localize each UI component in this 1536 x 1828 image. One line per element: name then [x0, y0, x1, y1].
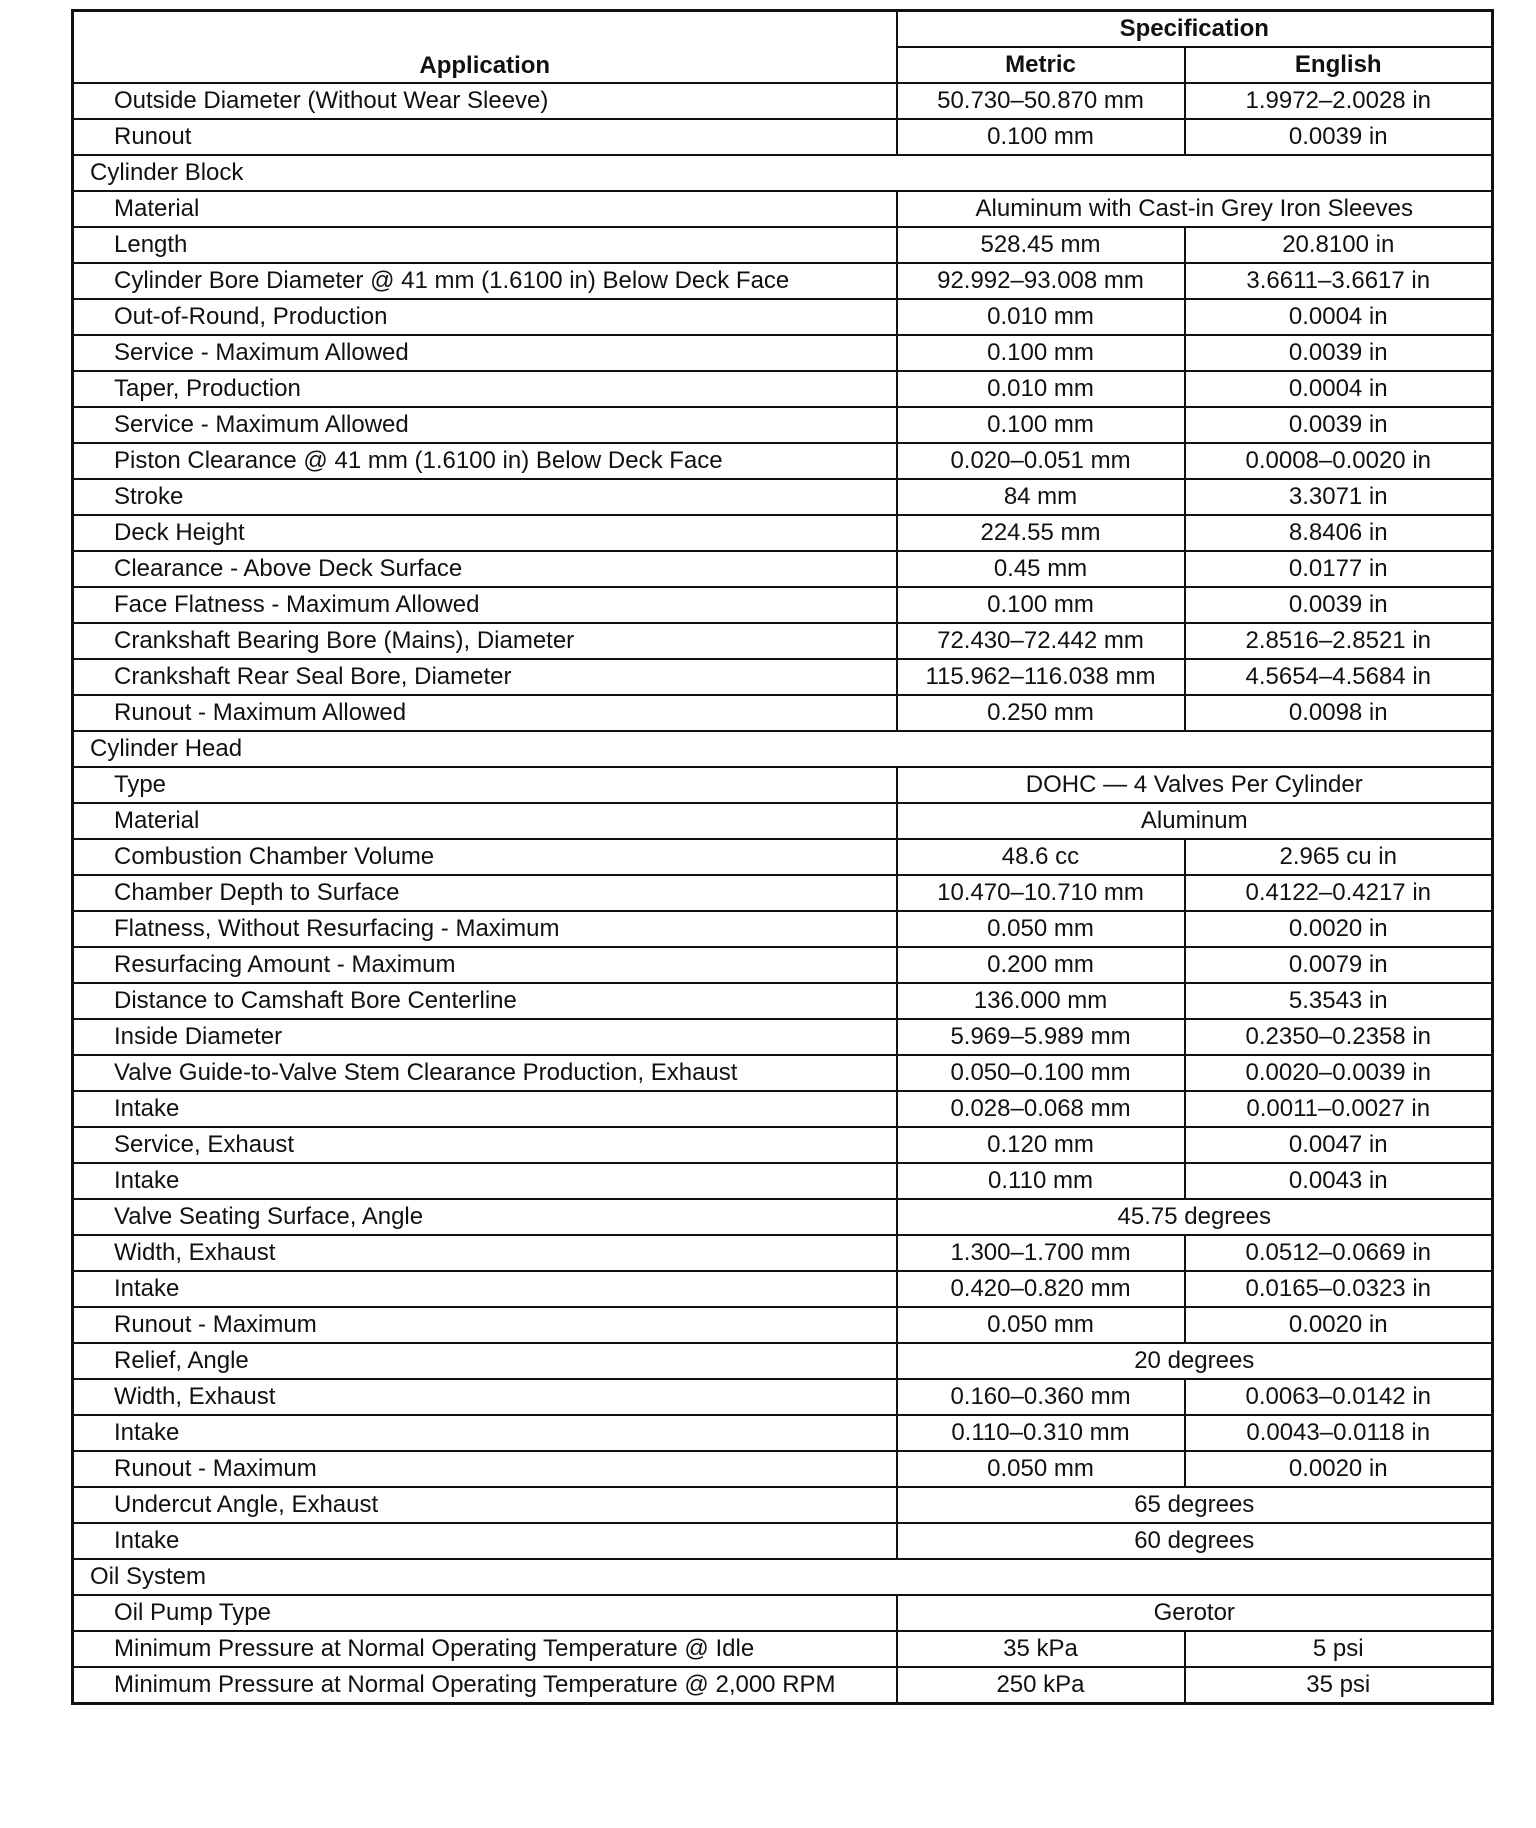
metric-cell: 0.100 mm [897, 119, 1185, 155]
table-row [73, 551, 1493, 587]
table-row [73, 299, 1493, 335]
metric-cell: 0.110–0.310 mm [897, 1415, 1185, 1451]
metric-cell: 92.992–93.008 mm [897, 263, 1185, 299]
metric-cell: 0.100 mm [897, 335, 1185, 371]
table-row [73, 1415, 1493, 1451]
metric-cell: 0.028–0.068 mm [897, 1091, 1185, 1127]
application-cell: Valve Seating Surface, Angle [73, 1199, 897, 1235]
english-cell: 0.0008–0.0020 in [1185, 443, 1493, 479]
application-cell: Outside Diameter (Without Wear Sleeve) [73, 83, 897, 119]
application-cell: Intake [73, 1163, 897, 1199]
english-cell: 0.0020–0.0039 in [1185, 1055, 1493, 1091]
english-cell: 0.0020 in [1185, 1451, 1493, 1487]
table-row [73, 1379, 1493, 1415]
english-cell: 0.0047 in [1185, 1127, 1493, 1163]
metric-cell: 136.000 mm [897, 983, 1185, 1019]
table-row [73, 1019, 1493, 1055]
application-cell: Intake [73, 1271, 897, 1307]
table-header [73, 11, 1493, 84]
english-cell: 1.9972–2.0028 in [1185, 83, 1493, 119]
table-row [73, 1631, 1493, 1667]
english-cell: 0.0039 in [1185, 119, 1493, 155]
table-row [73, 371, 1493, 407]
application-cell: Width, Exhaust [73, 1379, 897, 1415]
application-cell: Distance to Camshaft Bore Centerline [73, 983, 897, 1019]
english-cell: 0.2350–0.2358 in [1185, 1019, 1493, 1055]
application-cell: Cylinder Bore Diameter @ 41 mm (1.6100 in) Below Deck Face [73, 263, 897, 299]
application-cell: Face Flatness - Maximum Allowed [73, 587, 897, 623]
application-cell: Inside Diameter [73, 1019, 897, 1055]
english-cell: 0.0004 in [1185, 371, 1493, 407]
table-row [73, 947, 1493, 983]
metric-cell: 0.250 mm [897, 695, 1185, 731]
application-cell: Taper, Production [73, 371, 897, 407]
metric-cell: 0.020–0.051 mm [897, 443, 1185, 479]
table-row [73, 1271, 1493, 1307]
table-row [73, 839, 1493, 875]
english-cell: 8.8406 in [1185, 515, 1493, 551]
application-cell: Crankshaft Bearing Bore (Mains), Diameter [73, 623, 897, 659]
application-cell: Crankshaft Rear Seal Bore, Diameter [73, 659, 897, 695]
metric-cell: 0.200 mm [897, 947, 1185, 983]
specification-cell: Aluminum with Cast-in Grey Iron Sleeves [897, 191, 1493, 227]
english-cell: 4.5654–4.5684 in [1185, 659, 1493, 695]
section-row [73, 731, 1493, 767]
table-row [73, 1127, 1493, 1163]
engine-spec-table [71, 9, 1494, 1705]
application-header: Application [73, 11, 897, 84]
english-cell: 0.0512–0.0669 in [1185, 1235, 1493, 1271]
metric-cell: 35 kPa [897, 1631, 1185, 1667]
application-cell: Undercut Angle, Exhaust [73, 1487, 897, 1523]
table-row [73, 515, 1493, 551]
metric-cell: 5.969–5.989 mm [897, 1019, 1185, 1055]
table-row [73, 407, 1493, 443]
metric-cell: 0.160–0.360 mm [897, 1379, 1185, 1415]
table-row [73, 1055, 1493, 1091]
specification-cell: Gerotor [897, 1595, 1493, 1631]
application-cell: Out-of-Round, Production [73, 299, 897, 335]
table-row [73, 335, 1493, 371]
table-row [73, 1451, 1493, 1487]
english-cell: 0.0039 in [1185, 407, 1493, 443]
metric-cell: 0.100 mm [897, 587, 1185, 623]
table-row [73, 479, 1493, 515]
section-row [73, 155, 1493, 191]
english-cell: 0.0098 in [1185, 695, 1493, 731]
application-cell: Service, Exhaust [73, 1127, 897, 1163]
metric-cell: 48.6 cc [897, 839, 1185, 875]
english-cell: 0.0020 in [1185, 1307, 1493, 1343]
application-cell: Runout [73, 119, 897, 155]
table-row [73, 659, 1493, 695]
english-cell: 0.0039 in [1185, 587, 1493, 623]
application-cell: Runout - Maximum [73, 1451, 897, 1487]
english-cell: 0.0079 in [1185, 947, 1493, 983]
application-cell: Deck Height [73, 515, 897, 551]
table-row [73, 983, 1493, 1019]
table-row [73, 1667, 1493, 1703]
application-cell: Minimum Pressure at Normal Operating Temperature @ 2,000 RPM [73, 1667, 897, 1703]
metric-cell: 250 kPa [897, 1667, 1185, 1703]
section-row [73, 1559, 1493, 1595]
metric-cell: 0.420–0.820 mm [897, 1271, 1185, 1307]
metric-cell: 0.050 mm [897, 1451, 1185, 1487]
application-cell: Minimum Pressure at Normal Operating Temperature @ Idle [73, 1631, 897, 1667]
english-cell: 0.0043–0.0118 in [1185, 1415, 1493, 1451]
metric-cell: 0.050 mm [897, 1307, 1185, 1343]
table-row [73, 1235, 1493, 1271]
application-cell: Runout - Maximum [73, 1307, 897, 1343]
application-cell: Stroke [73, 479, 897, 515]
application-cell: Material [73, 191, 897, 227]
metric-cell: 0.010 mm [897, 299, 1185, 335]
english-cell: 0.0043 in [1185, 1163, 1493, 1199]
specification-cell: 65 degrees [897, 1487, 1493, 1523]
table-row [73, 1343, 1493, 1379]
section-label: Oil System [73, 1559, 1493, 1595]
specification-cell: 60 degrees [897, 1523, 1493, 1559]
english-cell: 20.8100 in [1185, 227, 1493, 263]
english-cell: 5 psi [1185, 1631, 1493, 1667]
application-cell: Runout - Maximum Allowed [73, 695, 897, 731]
metric-cell: 528.45 mm [897, 227, 1185, 263]
table-row [73, 695, 1493, 731]
table-row [73, 587, 1493, 623]
application-cell: Relief, Angle [73, 1343, 897, 1379]
table-row [73, 1595, 1493, 1631]
english-cell: 0.0177 in [1185, 551, 1493, 587]
english-cell: 0.0011–0.0027 in [1185, 1091, 1493, 1127]
table-row [73, 875, 1493, 911]
english-cell: 3.3071 in [1185, 479, 1493, 515]
metric-cell: 224.55 mm [897, 515, 1185, 551]
application-cell: Combustion Chamber Volume [73, 839, 897, 875]
metric-cell: 84 mm [897, 479, 1185, 515]
table-row [73, 119, 1493, 155]
english-header: English [1185, 47, 1493, 83]
table-row [73, 263, 1493, 299]
table-row [73, 191, 1493, 227]
application-cell: Intake [73, 1415, 897, 1451]
specification-cell: DOHC — 4 Valves Per Cylinder [897, 767, 1493, 803]
metric-cell: 0.010 mm [897, 371, 1185, 407]
metric-cell: 50.730–50.870 mm [897, 83, 1185, 119]
table-row [73, 803, 1493, 839]
metric-cell: 0.110 mm [897, 1163, 1185, 1199]
metric-cell: 72.430–72.442 mm [897, 623, 1185, 659]
table-row [73, 1199, 1493, 1235]
application-cell: Chamber Depth to Surface [73, 875, 897, 911]
specification-cell: 45.75 degrees [897, 1199, 1493, 1235]
table-row [73, 1091, 1493, 1127]
application-cell: Resurfacing Amount - Maximum [73, 947, 897, 983]
english-cell: 0.0020 in [1185, 911, 1493, 947]
application-cell: Intake [73, 1091, 897, 1127]
metric-cell: 115.962–116.038 mm [897, 659, 1185, 695]
metric-cell: 1.300–1.700 mm [897, 1235, 1185, 1271]
english-cell: 2.965 cu in [1185, 839, 1493, 875]
header-row-top [73, 11, 1493, 48]
english-cell: 0.0004 in [1185, 299, 1493, 335]
section-label: Cylinder Block [73, 155, 1493, 191]
table-row [73, 227, 1493, 263]
table-row [73, 911, 1493, 947]
english-cell: 5.3543 in [1185, 983, 1493, 1019]
application-cell: Width, Exhaust [73, 1235, 897, 1271]
specification-cell: Aluminum [897, 803, 1493, 839]
metric-cell: 0.45 mm [897, 551, 1185, 587]
application-cell: Clearance - Above Deck Surface [73, 551, 897, 587]
metric-cell: 0.120 mm [897, 1127, 1185, 1163]
table-row [73, 623, 1493, 659]
specification-cell: 20 degrees [897, 1343, 1493, 1379]
application-cell: Oil Pump Type [73, 1595, 897, 1631]
table-row [73, 1163, 1493, 1199]
application-cell: Service - Maximum Allowed [73, 407, 897, 443]
application-cell: Length [73, 227, 897, 263]
table-row [73, 443, 1493, 479]
english-cell: 3.6611–3.6617 in [1185, 263, 1493, 299]
english-cell: 0.4122–0.4217 in [1185, 875, 1493, 911]
table-row [73, 767, 1493, 803]
table-body [73, 83, 1493, 1703]
application-cell: Intake [73, 1523, 897, 1559]
metric-cell: 0.050–0.100 mm [897, 1055, 1185, 1091]
english-cell: 0.0165–0.0323 in [1185, 1271, 1493, 1307]
application-cell: Flatness, Without Resurfacing - Maximum [73, 911, 897, 947]
metric-cell: 10.470–10.710 mm [897, 875, 1185, 911]
english-cell: 0.0063–0.0142 in [1185, 1379, 1493, 1415]
table-row [73, 83, 1493, 119]
english-cell: 2.8516–2.8521 in [1185, 623, 1493, 659]
table-row [73, 1523, 1493, 1559]
application-cell: Material [73, 803, 897, 839]
application-cell: Type [73, 767, 897, 803]
specification-header: Specification [897, 11, 1493, 48]
metric-header: Metric [897, 47, 1185, 83]
section-label: Cylinder Head [73, 731, 1493, 767]
metric-cell: 0.100 mm [897, 407, 1185, 443]
table-row [73, 1487, 1493, 1523]
application-cell: Valve Guide-to-Valve Stem Clearance Production, Exhaust [73, 1055, 897, 1091]
table-row [73, 1307, 1493, 1343]
application-cell: Piston Clearance @ 41 mm (1.6100 in) Below Deck Face [73, 443, 897, 479]
metric-cell: 0.050 mm [897, 911, 1185, 947]
english-cell: 0.0039 in [1185, 335, 1493, 371]
english-cell: 35 psi [1185, 1667, 1493, 1703]
application-cell: Service - Maximum Allowed [73, 335, 897, 371]
